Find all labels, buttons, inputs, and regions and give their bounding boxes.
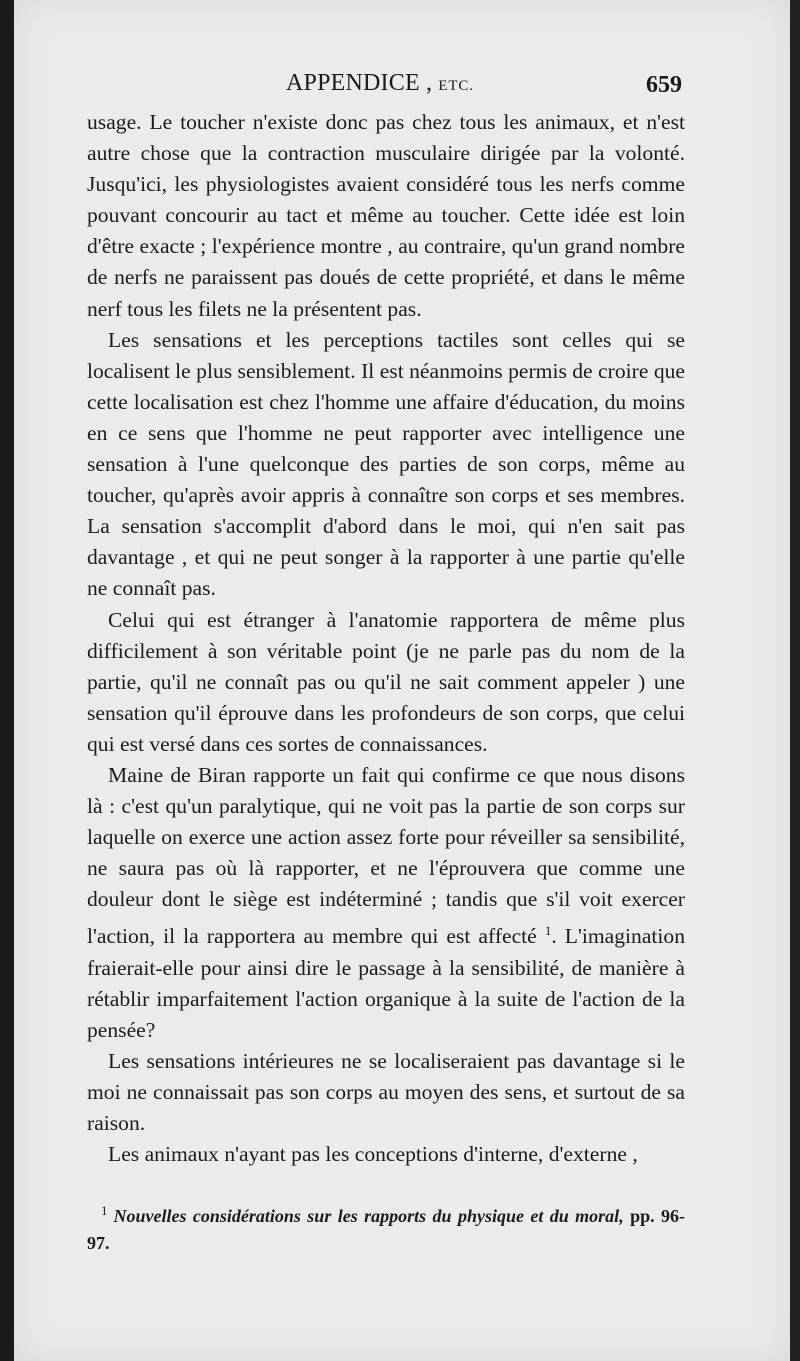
paragraph: Les animaux n'ayant pas les conceptions d'interne, d'externe , [108, 1142, 638, 1167]
paragraph-text: Maine de Biran rapporte un fait qui confirme ce que nous disons là : c'est qu'un paralytique, qui ne voit pas la partie de son corps sur laquelle on exerce une action assez forte pour réveiller sa sensibilité, ne saura pas où là rapporter, et ne l'éprouvera que comme une douleur dont le siège est indéterminé ; tandis que s'il voit exercer l'action, il la rapportera au membre qui est affecté [87, 762, 685, 949]
running-head-text: APPENDICE , [286, 70, 433, 96]
footnote [87, 1197, 685, 1257]
footnote-separator: , [619, 1206, 624, 1226]
running-header [90, 68, 682, 104]
paragraph: Celui qui est étranger à l'anatomie rapportera de même plus difficilement à son véritable point (je ne parle pas du nom de la partie, qu'il ne connaît pas ou qu'il ne sait comment appeler ) une sensation qu'il éprouve dans les profondeurs de son corps, que celui qui est versé dans ces sortes de connaissances. [87, 607, 685, 756]
paragraph-with-footnote: Maine de Biran rapporte un fait qui confirme ce que nous disons là : c'est qu'un paralytique, qui ne voit pas la partie de son corps sur laquelle on exerce une action assez forte pour réveiller sa sensibilité, ne saura pas où là rapporter, et ne l'éprouvera que comme une douleur dont le siège est indéterminé ; tandis que s'il voit exercer l'action, il la rapportera au membre qui est affecté $^1$. L'imagination fraierait-elle pour ainsi dire le passage à la sensibilité, de manière à rétablir imparfaitement l'action organique à la suite de l'action de la pensée? [87, 762, 685, 1042]
paragraph: Les sensations et les perceptions tactiles sont celles qui se localisent le plus sensiblement. Il est néanmoins permis de croire que cette localisation est chez l'homme une affaire d'éducation, du moins en ce sens que l'homme ne peut rapporter avec intelligence une sensation à l'une quelconque des parties de son corps, même au toucher, qu'après avoir appris à connaître son corps et ses membres. La sensation s'accomplit d'abord dans le moi, qui n'en sait pas davantage , et qui ne peut songer à la rapporter à une partie qu'elle ne connaît pas. [87, 327, 685, 601]
paragraph: Les sensations intérieures ne se localiseraient pas davantage si le moi ne connaissait pas son corps au moyen des sens, et surtout de sa raison. [87, 1049, 685, 1136]
body-text [87, 107, 685, 1170]
page-number: 659 [646, 72, 682, 98]
page-edge-shadow [790, 0, 800, 1361]
footnote-number: 1 [101, 1203, 108, 1218]
footnote-marker: 1 [544, 923, 552, 939]
footnote-title: Nouvelles considérations sur les rapports du physique et du moral [113, 1206, 620, 1226]
paragraph-text-continued: L'imagination fraierait-elle pour ainsi dire le passage à la sensibilité, de manière à rétablir imparfaitement l'action organique à la suite de l'action de la pensée? [87, 924, 685, 1042]
running-head-title [286, 70, 474, 97]
footnote-pages: pp. 96-97. [87, 1206, 686, 1253]
paragraph-continued: usage. Le toucher n'existe donc pas chez tous les animaux, et n'est autre chose que la contraction musculaire dirigée par la volonté. Jusqu'ici, les physiologistes avaient considéré tous les nerfs comme pouvant concourir au tact et même au toucher. Cette idée est loin d'être exacte ; l'expérience montre , au contraire, qu'un grand nombre de nerfs ne paraissent pas doués de cette propriété, et dans le même nerf tous les filets ne la présentent pas. [87, 110, 685, 321]
running-head-etc: ETC. [438, 78, 474, 94]
